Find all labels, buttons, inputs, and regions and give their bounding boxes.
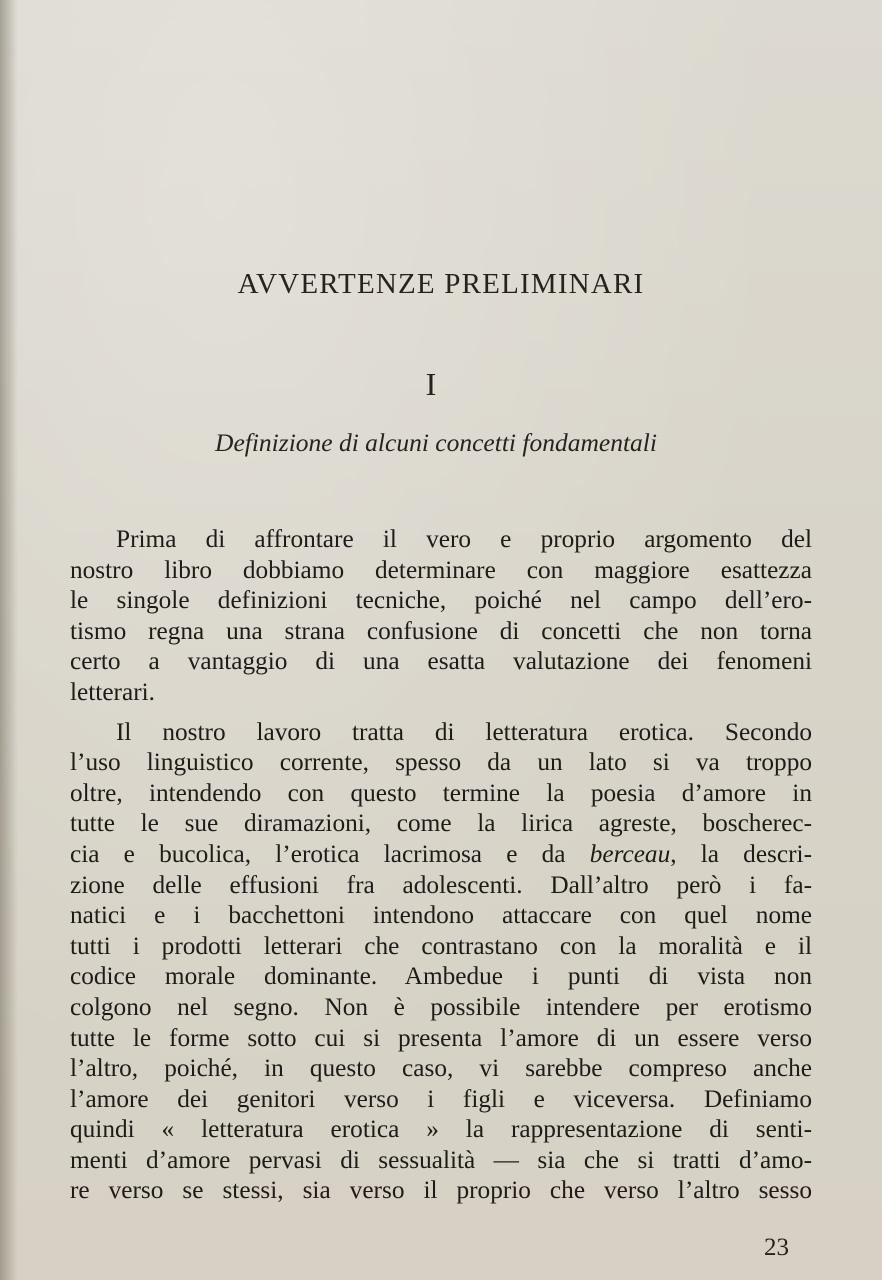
text-line: Il nostro lavoro tratta di letteratura erotica. Secondo [116,717,812,746]
section-title: AVVERTENZE PRELIMINARI [237,268,645,300]
page-number: 23 [764,1234,789,1261]
text-line: l’amore dei genitori verso i figli e viceversa. Definiamo [70,1084,812,1113]
paragraph-1 [70,524,812,708]
text-line: l’uso linguistico corrente, spesso da un lato si va troppo [70,748,812,777]
text-line: le singole definizioni tecniche, poiché nel campo dell’ero- [70,586,812,615]
text-line: re verso se stessi, sia verso il proprio che verso l’altro sesso [70,1176,812,1205]
text-fragment: cia e bucolica, l’erotica lacrimosa e da [70,839,590,868]
page-gutter-shadow [0,0,18,1280]
text-line: zione delle effusioni fra adolescenti. Dall’altro però i fa- [70,870,812,899]
text-line: menti d’amore pervasi di sessualità — sia che si tratti d’amo- [70,1145,812,1174]
chapter-number: I [425,366,437,402]
text-line: codice morale dominante. Ambedue i punti di vista non [70,962,812,991]
text-line: tismo regna una strana confusione di concetti che non torna [70,616,812,645]
text-line: tutte le forme sotto cui si presenta l’amore di un essere verso [70,1023,812,1052]
text-line: natici e i bacchettoni intendono attaccare con quel nome [70,901,812,930]
text-line: colgono nel segno. Non è possibile intendere per erotismo [70,992,812,1021]
body-text [70,524,812,1206]
text-line: certo a vantaggio di una esatta valutazione dei fenomeni [70,647,812,676]
text-line: l’altro, poiché, in questo caso, vi sarebbe compreso anche [70,1054,812,1083]
text-line: nostro libro dobbiamo determinare con maggiore esattezza [70,555,812,584]
paragraph-2 [70,717,812,1207]
text-line: tutti i prodotti letterari che contrastano con la moralità e il [70,931,812,960]
text-line: Prima di affrontare il vero e proprio argomento del [116,525,812,553]
text-line: letterari. [70,677,155,706]
text-line: quindi « letteratura erotica » la rappresentazione di senti- [70,1115,812,1144]
chapter-subtitle: Definizione di alcuni concetti fondamentali [215,428,657,457]
text-fragment: , la descri- [670,839,812,868]
text-line-with-italic [70,839,812,870]
italic-word: berceau [589,839,671,868]
text-line: tutte le sue diramazioni, come la lirica agreste, boscherec- [70,809,812,838]
text-line: oltre, intendendo con questo termine la poesia d’amore in [70,778,812,807]
